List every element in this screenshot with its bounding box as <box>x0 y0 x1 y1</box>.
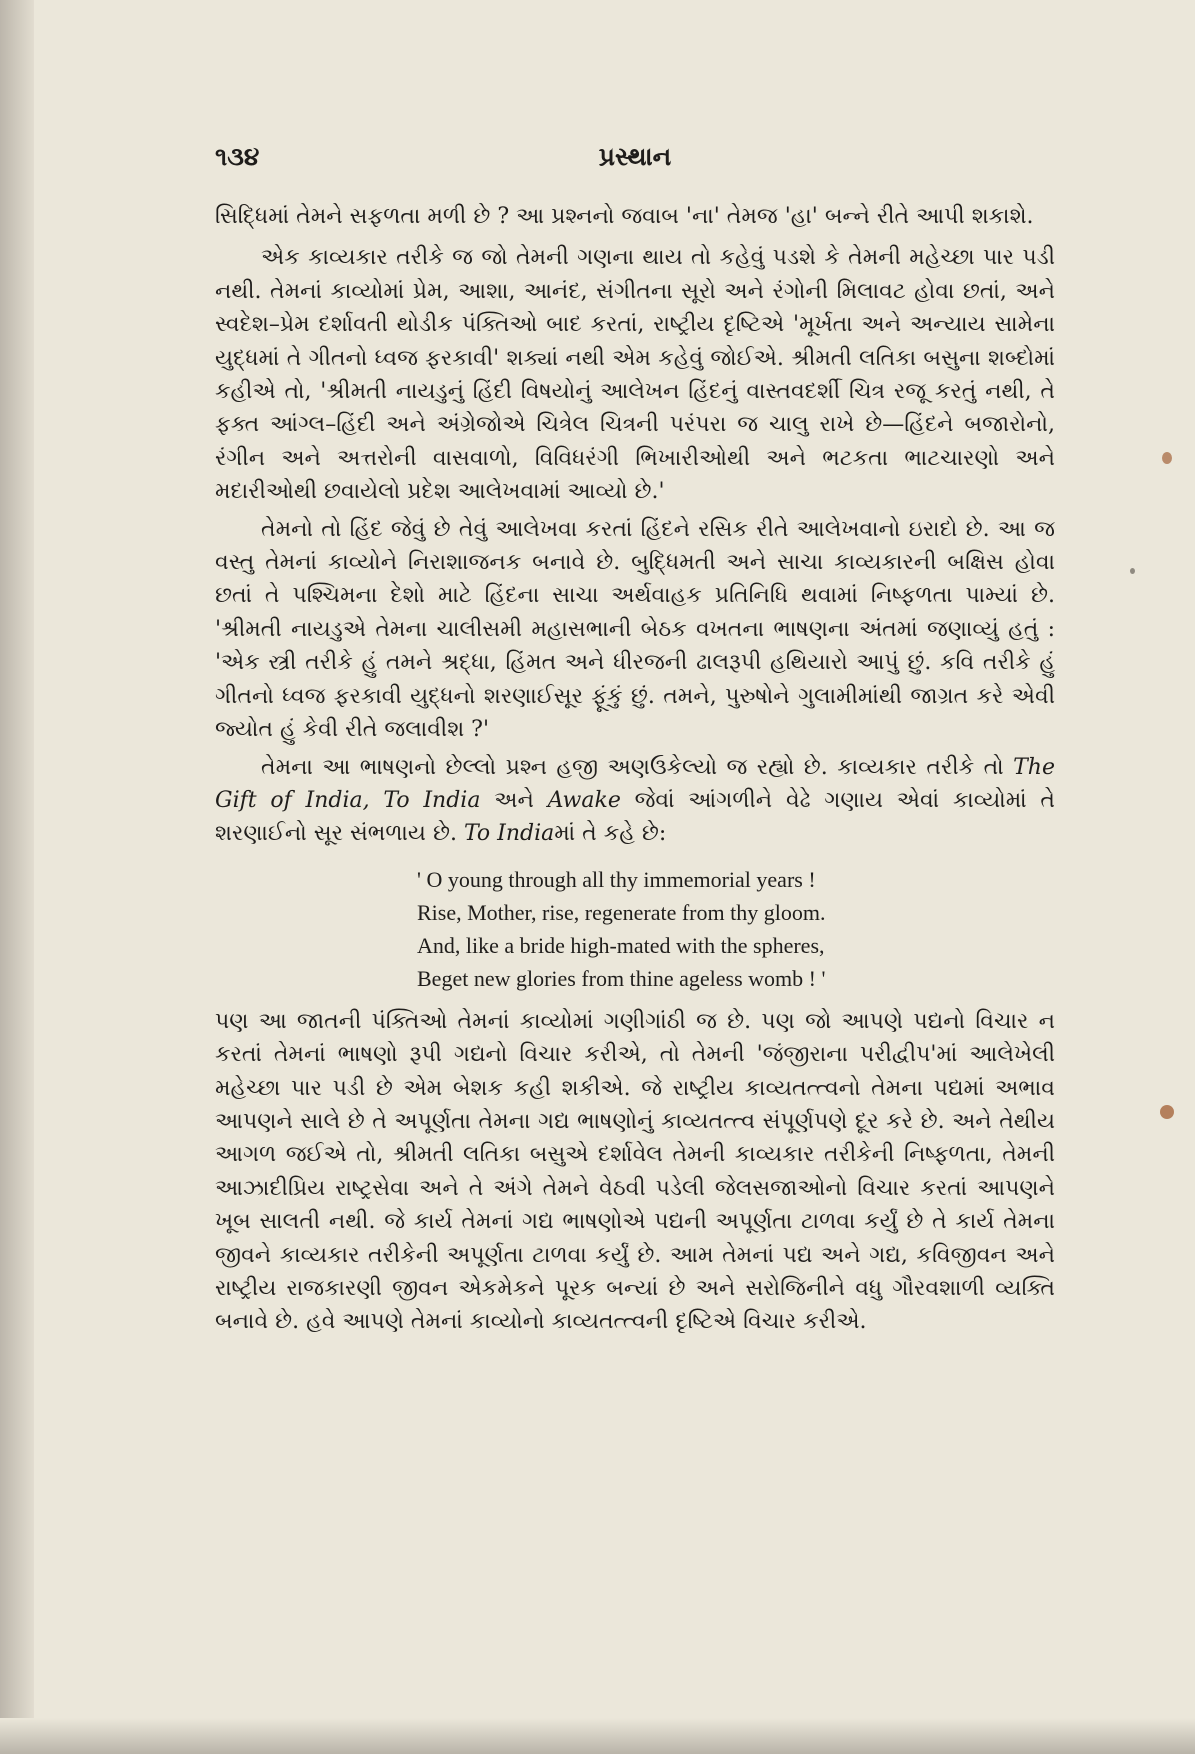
stain-mark <box>1160 1105 1174 1119</box>
poem-title-gift-of-india: The Gift of India, <box>215 754 1055 813</box>
poem-title-awake: Awake <box>547 787 621 813</box>
paragraph-4 <box>215 751 1055 851</box>
poem-title-to-india: To India <box>383 787 481 813</box>
poem-line: ' O young through all thy immemorial years ! <box>417 866 816 892</box>
poem-line: And, like a bride high-mated with the spheres, <box>417 932 825 958</box>
paragraph-5: પણ આ જાતની પંક્તિઓ તેમનાં કાવ્યોમાં ગણીગાંઠી જ છે. પણ જો આપણે પદ્યનો વિચાર ન કરતાં તેમનાં ભાષણો રૂપી ગદ્યનો વિચાર કરીએ, તો તેમની 'જંજીરાના પરીદ્વીપ'માં આલેખેલી મહેચ્છા પાર પડી છે એમ બેશક કહી શકીએ. જે રાષ્ટ્રીય કાવ્યતત્ત્વનો તેમના પદ્યમાં અભાવ આપણને સાલે છે તે અપૂર્ણતા તેમના ગદ્ય ભાષણોનું કાવ્યતત્ત્વ સંપૂર્ણપણે દૂર કરે છે. અને તેથીય આગળ જઈએ તો, શ્રીમતી લતિકા બસુએ દર્શાવેલ તેમની કાવ્યકાર તરીકેની નિષ્ફળતા, તેમની આઝાદીપ્રિય રાષ્ટ્રસેવા અને તે અંગે તેમને વેઠવી પડેલી જેલસજાઓનો વિચાર કરતાં આપણને ખૂબ સાલતી નથી. જે કાર્ય તેમનાં ગદ્ય ભાષણોએ પદ્યની અપૂર્ણતા ટાળવા કર્યું છે તે કાર્ય તેમના જીવને કાવ્યકાર તરીકેની અપૂર્ણતા ટાળવા કર્યું છે. આમ તેમનાં પદ્ય અને ગદ્ય, કવિજીવન અને રાષ્ટ્રીય રાજકારણી જીવન એકમેકને પૂરક બન્યાં છે અને સરોજિનીને વધુ ગૌરવશાળી વ્યક્તિ બનાવે છે. હવે આપણે તેમનાં કાવ્યોનો કાવ્યતત્ત્વની દૃષ્ટિએ વિચાર કરીએ. <box>215 1008 1055 1335</box>
stain-mark <box>1130 568 1135 574</box>
paragraph-4-and: અને <box>494 787 534 813</box>
running-title: પ્રસ્થાન <box>598 142 672 171</box>
poem-line: Beget new glories from thine ageless womb ! ' <box>417 965 826 991</box>
page-bottom-shadow <box>0 1718 1195 1754</box>
poem-quote <box>417 863 1055 995</box>
poem-title-to-india-ref: To India <box>463 821 555 847</box>
page-binding-shadow <box>0 0 34 1754</box>
page-body <box>215 200 1055 1339</box>
paragraph-3: તેમનો તો હિંદ જેવું છે તેવું આલેખવા કરતાં હિંદને રસિક રીતે આલેખવાનો ઇરાદો છે. આ જ વસ્તુ તેમનાં કાવ્યોને નિરાશાજનક બનાવે છે. બુદ્ધિમતી અને સાચા કાવ્યકારની બક્ષિસ હોવા છતાં તે પશ્ચિમના દેશો માટે હિંદના સાચા અર્થવાહક પ્રતિનિધિ થવામાં નિષ્ફળતા પામ્યાં છે. 'શ્રીમતી નાયડુએ તેમના ચાલીસમી મહાસભાની બેઠક વખતના ભાષણના અંતમાં જણાવ્યું હતું : 'એક સ્ત્રી તરીકે હું તમને શ્રદ્ધા, હિંમત અને ધીરજની ઢાલરૂપી હથિયારો આપું છું. કવિ તરીકે હું ગીતનો ધ્વજ ફરકાવી યુદ્ધનો શરણાઈસૂર ફૂંકું છું. તમને, પુરુષોને ગુલામીમાંથી જાગ્રત કરે એવી જ્યોત હું કેવી રીતે જલાવીશ ?' <box>215 516 1055 743</box>
stain-mark <box>1162 452 1172 464</box>
page-number: ૧૩૪ <box>215 142 260 171</box>
page-header <box>215 142 1055 182</box>
paragraph-4-text-c: માં તે કહે છે: <box>554 821 667 847</box>
paragraph-1: સિદ્ધિમાં તેમને સફળતા મળી છે ? આ પ્રશ્નનો જવાબ 'ના' તેમજ 'હા' બન્ને રીતે આપી શકાશે. <box>215 204 1034 229</box>
paragraph-2: એક કાવ્યકાર તરીકે જ જો તેમની ગણના થાય તો કહેવું પડશે કે તેમની મહેચ્છા પાર પડી નથી. તેમનાં કાવ્યોમાં પ્રેમ, આશા, આનંદ, સંગીતના સૂરો અને રંગોની મિલાવટ હોવા છતાં, અને સ્વદેશ–પ્રેમ દર્શાવતી થોડીક પંક્તિઓ બાદ કરતાં, રાષ્ટ્રીય દૃષ્ટિએ 'મૂર્ખતા અને અન્યાય સામેના યુદ્ધમાં તે ગીતનો ધ્વજ ફરકાવી' શક્યાં નથી એમ કહેવું જોઈએ. શ્રીમતી લતિકા બસુના શબ્દોમાં કહીએ તો, 'શ્રીમતી નાયડુનું હિંદી વિષયોનું આલેખન હિંદનું વાસ્તવદર્શી ચિત્ર રજૂ કરતું નથી, તે ફક્ત આંગ્લ–હિંદી અને અંગ્રેજોએ ચિત્રેલ ચિત્રની પરંપરા જ ચાલુ રાખે છે—હિંદને બજારોનો, રંગીન અને અત્તરોની વાસવાળો, વિવિધરંગી ભિખારીઓથી અને ભટકતા ભાટચારણો અને મદારીઓથી છવાયેલો પ્રદેશ આલેખવામાં આવ્યો છે.' <box>215 245 1055 505</box>
paragraph-4-text-b: જેવાં આંગળીને વેઢે ગણાય એવાં કાવ્યોમાં તે શરણાઈનો સૂર સંભળાય છે. <box>215 787 1056 847</box>
poem-line: Rise, Mother, rise, regenerate from thy gloom. <box>417 899 826 925</box>
paragraph-4-text-a: તેમના આ ભાષણનો છેલ્લો પ્રશ્ન હજી અણઉકેલ્યો જ રહ્યો છે. કાવ્યકાર તરીકે તો <box>261 754 1004 780</box>
